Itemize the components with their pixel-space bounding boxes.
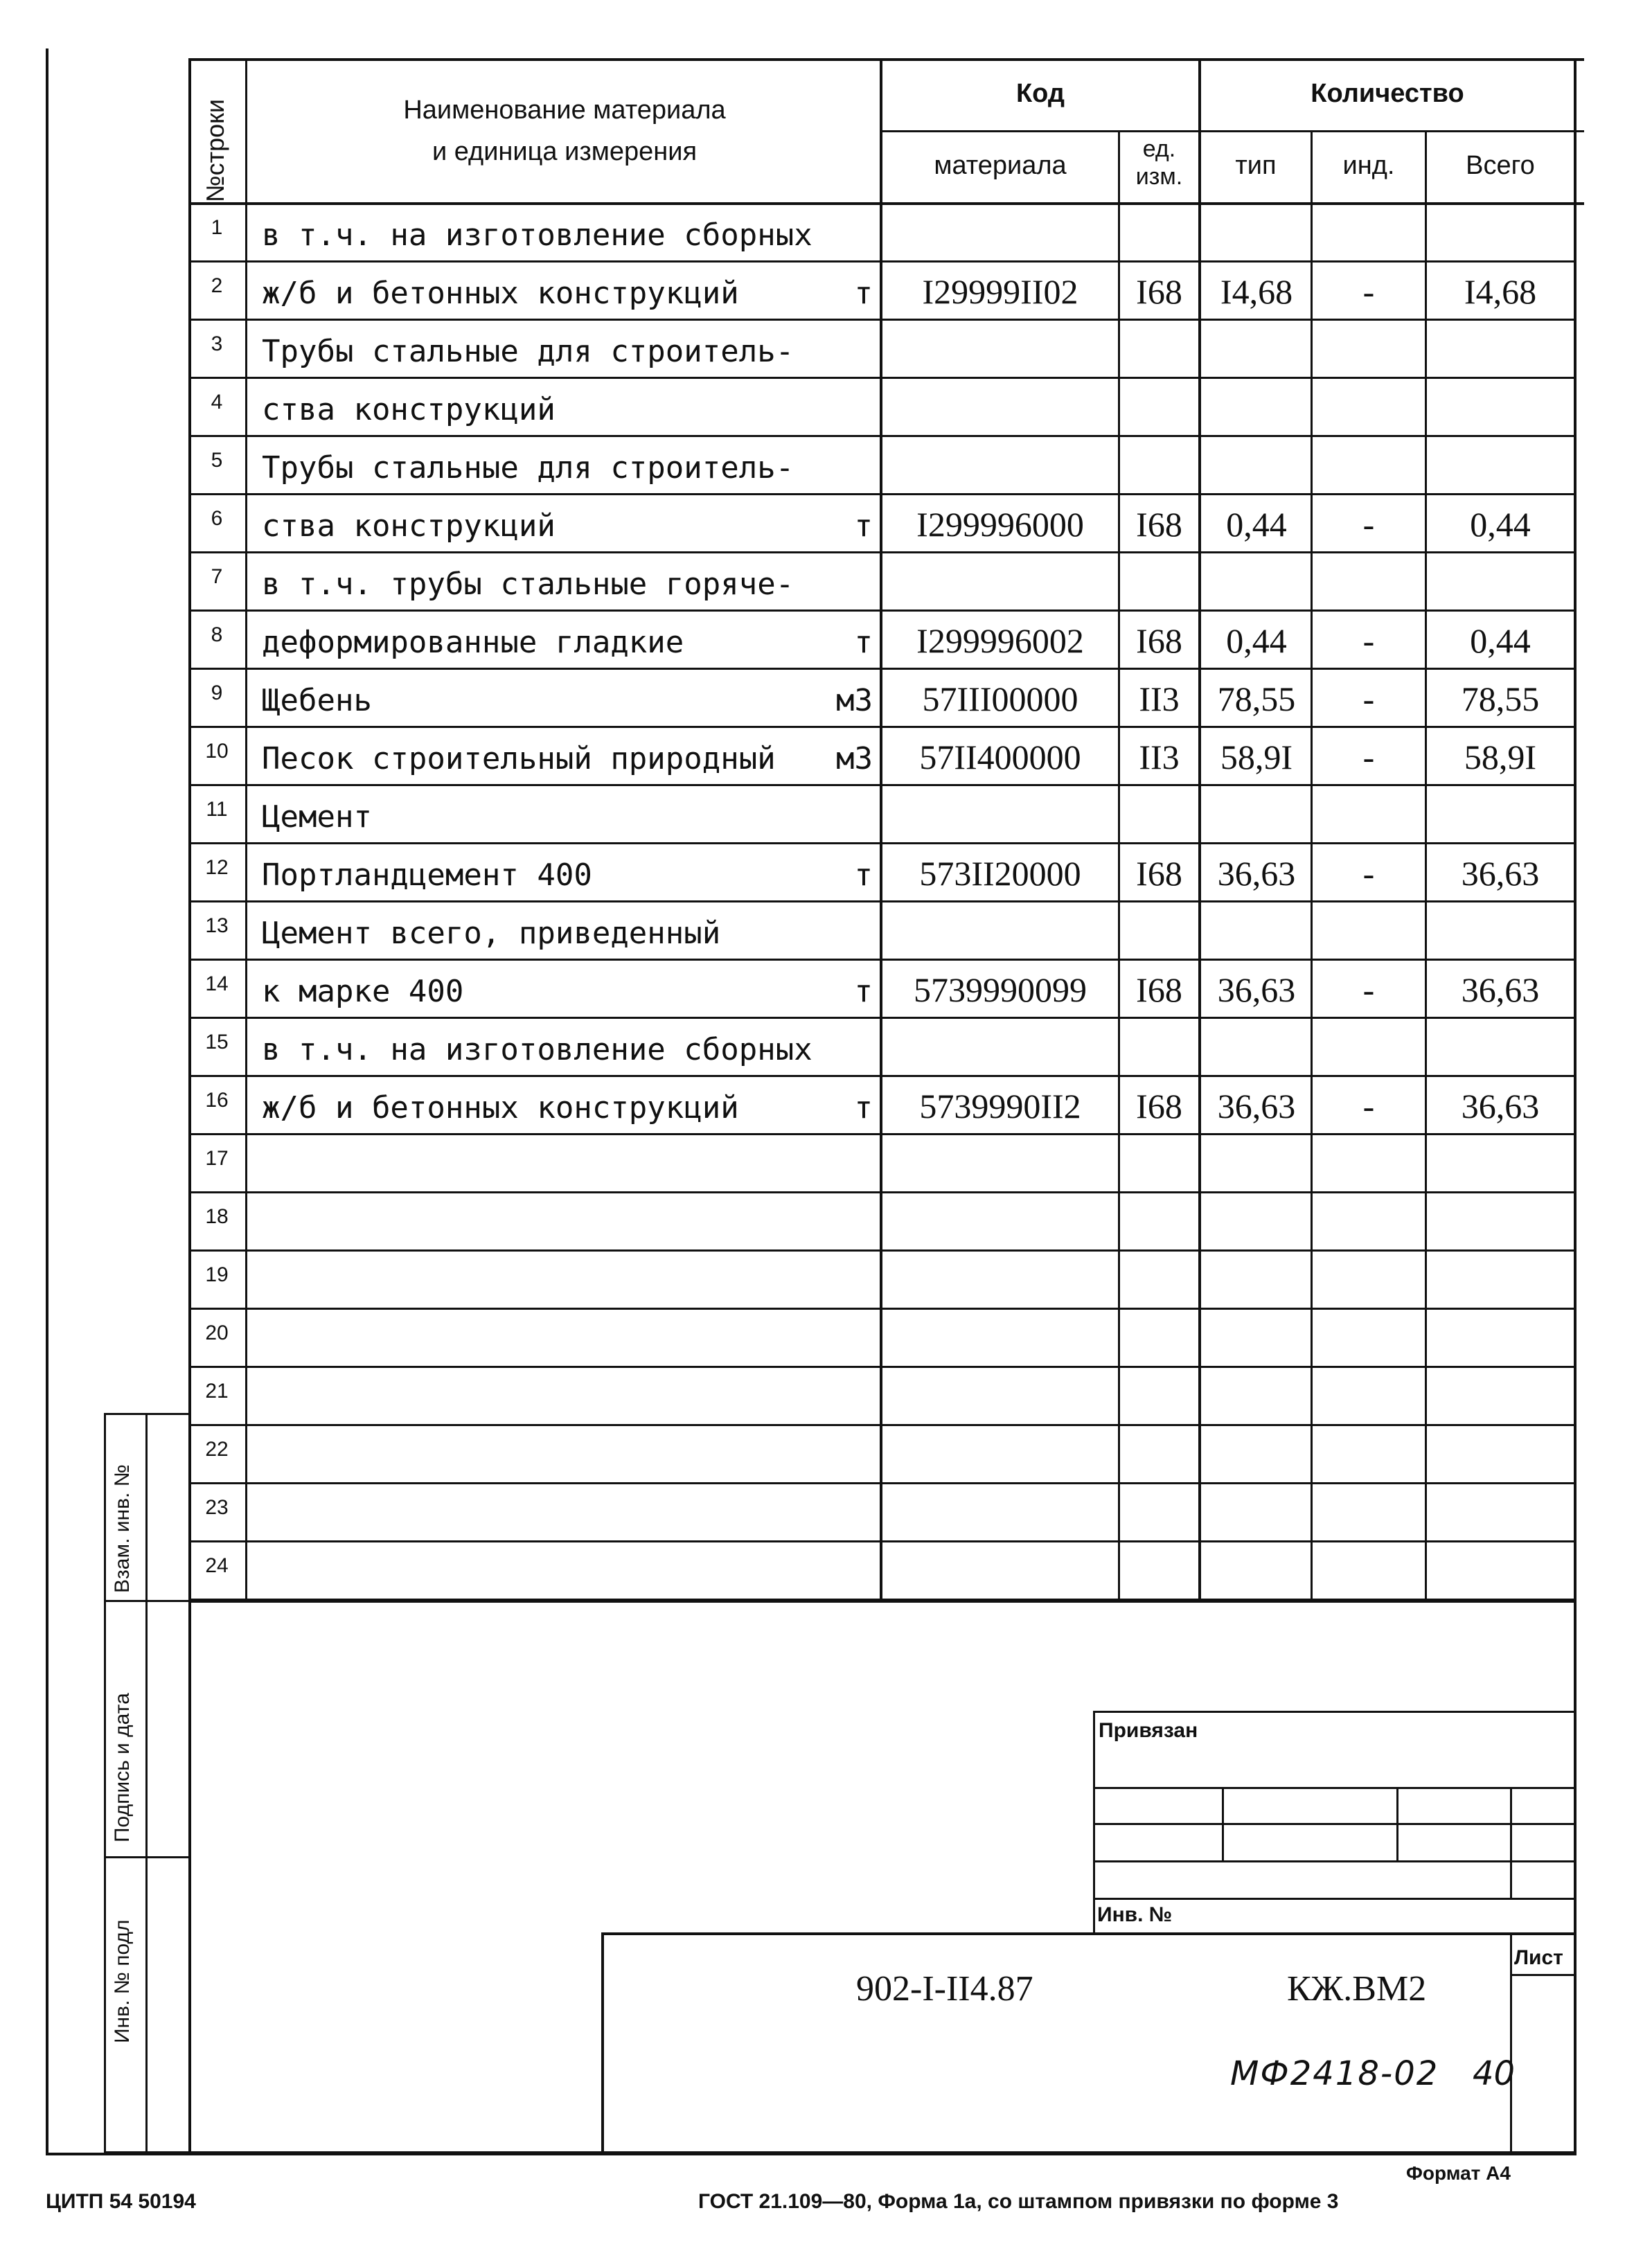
row-code: 57III00000 [922, 679, 1078, 718]
side-label-inv-podl: Инв. № подл [111, 1919, 134, 2043]
row-total: 36,63 [1461, 970, 1540, 1009]
row-number: 1 [211, 216, 223, 239]
row-eu: II3 [1139, 679, 1180, 718]
handwritten-page: 40 [1473, 2054, 1516, 2093]
row-name: ж/б и бетонных конструкций [262, 276, 739, 311]
qty-ind-header: инд. [1342, 151, 1395, 180]
side-label-vzam: Взам. инв. № [111, 1464, 134, 1593]
row-typ: 0,44 [1226, 505, 1287, 544]
row-ind: - [1362, 854, 1375, 893]
row-code: 573II20000 [919, 854, 1081, 893]
row-total: 0,44 [1470, 621, 1531, 660]
row-divider [188, 1308, 1576, 1310]
row-divider [188, 435, 1576, 437]
row-total: 36,63 [1461, 854, 1540, 893]
row-unit: т [854, 974, 873, 1009]
row-unit: м3 [836, 741, 873, 776]
row-number: 15 [205, 1031, 229, 1053]
row-unit: т [854, 276, 873, 311]
row-divider [188, 842, 1576, 844]
row-number: 4 [211, 391, 223, 413]
qty-group-header: Количество [1311, 79, 1464, 108]
row-divider [188, 900, 1576, 902]
row-name: Цемент [262, 799, 372, 835]
row-name: Портландцемент 400 [262, 857, 592, 893]
row-name: ства конструкций [262, 508, 556, 544]
row-divider [188, 1482, 1576, 1484]
row-ind: - [1362, 738, 1375, 776]
row-number: 24 [205, 1554, 229, 1577]
row-eu: I68 [1136, 621, 1182, 660]
row-number: 21 [205, 1380, 229, 1403]
row-divider [188, 1540, 1576, 1542]
code-unit-header-2: изм. [1135, 163, 1183, 190]
row-number: 16 [205, 1089, 229, 1112]
row-divider [188, 493, 1576, 495]
row-typ: 36,63 [1217, 970, 1296, 1009]
row-ind: - [1362, 970, 1375, 1009]
row-divider [188, 610, 1576, 612]
row-divider [188, 319, 1576, 321]
row-unit: т [854, 857, 873, 893]
row-number: 8 [211, 623, 223, 646]
row-divider [188, 1366, 1576, 1368]
stamp-privyazan: Привязан [1099, 1719, 1198, 1742]
row-number: 9 [211, 682, 223, 704]
row-number: 2 [211, 274, 223, 297]
rownum-header: №строки [201, 98, 229, 202]
row-code: I299996000 [916, 505, 1084, 544]
row-divider [188, 1133, 1576, 1135]
row-number: 18 [205, 1205, 229, 1228]
row-number: 13 [205, 914, 229, 937]
row-name: деформированные гладкие [262, 625, 684, 660]
row-number: 14 [205, 972, 229, 995]
row-eu: I68 [1136, 970, 1182, 1009]
row-number: 10 [205, 740, 229, 763]
row-ind: - [1362, 621, 1375, 660]
row-name: в т.ч. на изготовление сборных [262, 217, 812, 253]
row-divider [188, 784, 1576, 786]
stamp-doc-code: 902-I-II4.87 [856, 1969, 1033, 2009]
row-total: 78,55 [1461, 679, 1540, 718]
stamp-mark: КЖ.ВМ2 [1287, 1969, 1427, 2009]
row-typ: 78,55 [1217, 679, 1296, 718]
row-unit: т [854, 1090, 873, 1126]
qty-typ-header: тип [1235, 151, 1277, 180]
row-number: 20 [205, 1322, 229, 1344]
stamp-inv-no: Инв. № [1097, 1903, 1173, 1926]
row-typ: 36,63 [1217, 854, 1296, 893]
row-typ: 58,9I [1220, 738, 1293, 776]
row-divider [188, 377, 1576, 379]
row-number: 22 [205, 1438, 229, 1461]
row-eu: I68 [1136, 1087, 1182, 1126]
row-number: 17 [205, 1147, 229, 1170]
row-divider [188, 1249, 1576, 1252]
row-ind: - [1362, 1087, 1375, 1126]
qty-total-header: Всего [1466, 151, 1535, 180]
name-header-line1: Наименование материала [403, 96, 726, 125]
row-name: ж/б и бетонных конструкций [262, 1090, 739, 1126]
row-divider [188, 260, 1576, 263]
row-divider [188, 1017, 1576, 1019]
row-divider [188, 668, 1576, 670]
row-number: 6 [211, 507, 223, 530]
row-name: в т.ч. на изготовление сборных [262, 1032, 812, 1067]
row-name: к марке 400 [262, 974, 464, 1009]
row-number: 11 [206, 798, 228, 821]
row-code: 5739990099 [914, 970, 1087, 1009]
row-total: 36,63 [1461, 1087, 1540, 1126]
side-label-podpis: Подпись и дата [111, 1693, 134, 1842]
handwritten-code: МФ2418-02 [1230, 2054, 1439, 2093]
row-divider [188, 551, 1576, 553]
row-code: 5739990II2 [919, 1087, 1081, 1126]
row-number: 7 [211, 565, 223, 588]
row-unit: т [854, 508, 873, 544]
row-divider [188, 959, 1576, 961]
row-divider [188, 1424, 1576, 1426]
row-unit: т [854, 625, 873, 660]
row-total: 58,9I [1464, 738, 1537, 776]
footer-format-visible: Формат А4 [1406, 2162, 1511, 2184]
footer-left: ЦИТП 54 50194 [46, 2190, 196, 2213]
code-unit-header-1: ед. [1142, 136, 1176, 162]
footer-gost: ГОСТ 21.109—80, Форма 1а, со штампом привязки по форме 3 [698, 2190, 1339, 2213]
row-number: 5 [211, 449, 223, 472]
row-number: 3 [211, 332, 223, 355]
row-typ: 36,63 [1217, 1087, 1296, 1126]
row-name: Цемент всего, приведенный [262, 916, 721, 951]
row-name: Песок строительный природный [262, 741, 776, 776]
row-typ: 0,44 [1226, 621, 1287, 660]
row-number: 23 [205, 1496, 229, 1519]
stamp-list-label: Лист [1514, 1946, 1563, 1969]
footer-line [46, 2153, 1576, 2155]
row-ind: - [1362, 679, 1375, 718]
row-code: I299996002 [916, 621, 1084, 660]
row-eu: II3 [1139, 738, 1180, 776]
row-eu: I68 [1136, 854, 1182, 893]
row-code: 57II400000 [919, 738, 1081, 776]
row-name: Трубы стальные для строитель- [262, 334, 794, 369]
row-ind: - [1362, 505, 1375, 544]
row-name: Трубы стальные для строитель- [262, 450, 794, 486]
row-divider [188, 1599, 1576, 1601]
row-code: I29999II02 [922, 272, 1078, 311]
row-divider [188, 1191, 1576, 1193]
row-total: I4,68 [1464, 272, 1537, 311]
row-name: в т.ч. трубы стальные горяче- [262, 567, 794, 602]
code-group-header: Код [1015, 79, 1065, 108]
code-material-header: материала [934, 151, 1067, 180]
row-typ: I4,68 [1220, 272, 1293, 311]
row-name: Щебень [262, 683, 372, 718]
row-ind: - [1362, 272, 1375, 311]
row-number: 12 [205, 856, 229, 879]
row-eu: I68 [1136, 505, 1182, 544]
row-divider [188, 726, 1576, 728]
row-total: 0,44 [1470, 505, 1531, 544]
name-header-line2: и единица измерения [432, 137, 698, 166]
row-name: ства конструкций [262, 392, 556, 427]
row-eu: I68 [1136, 272, 1182, 311]
row-divider [188, 1075, 1576, 1077]
row-unit: м3 [836, 683, 873, 718]
row-number: 19 [205, 1263, 229, 1286]
